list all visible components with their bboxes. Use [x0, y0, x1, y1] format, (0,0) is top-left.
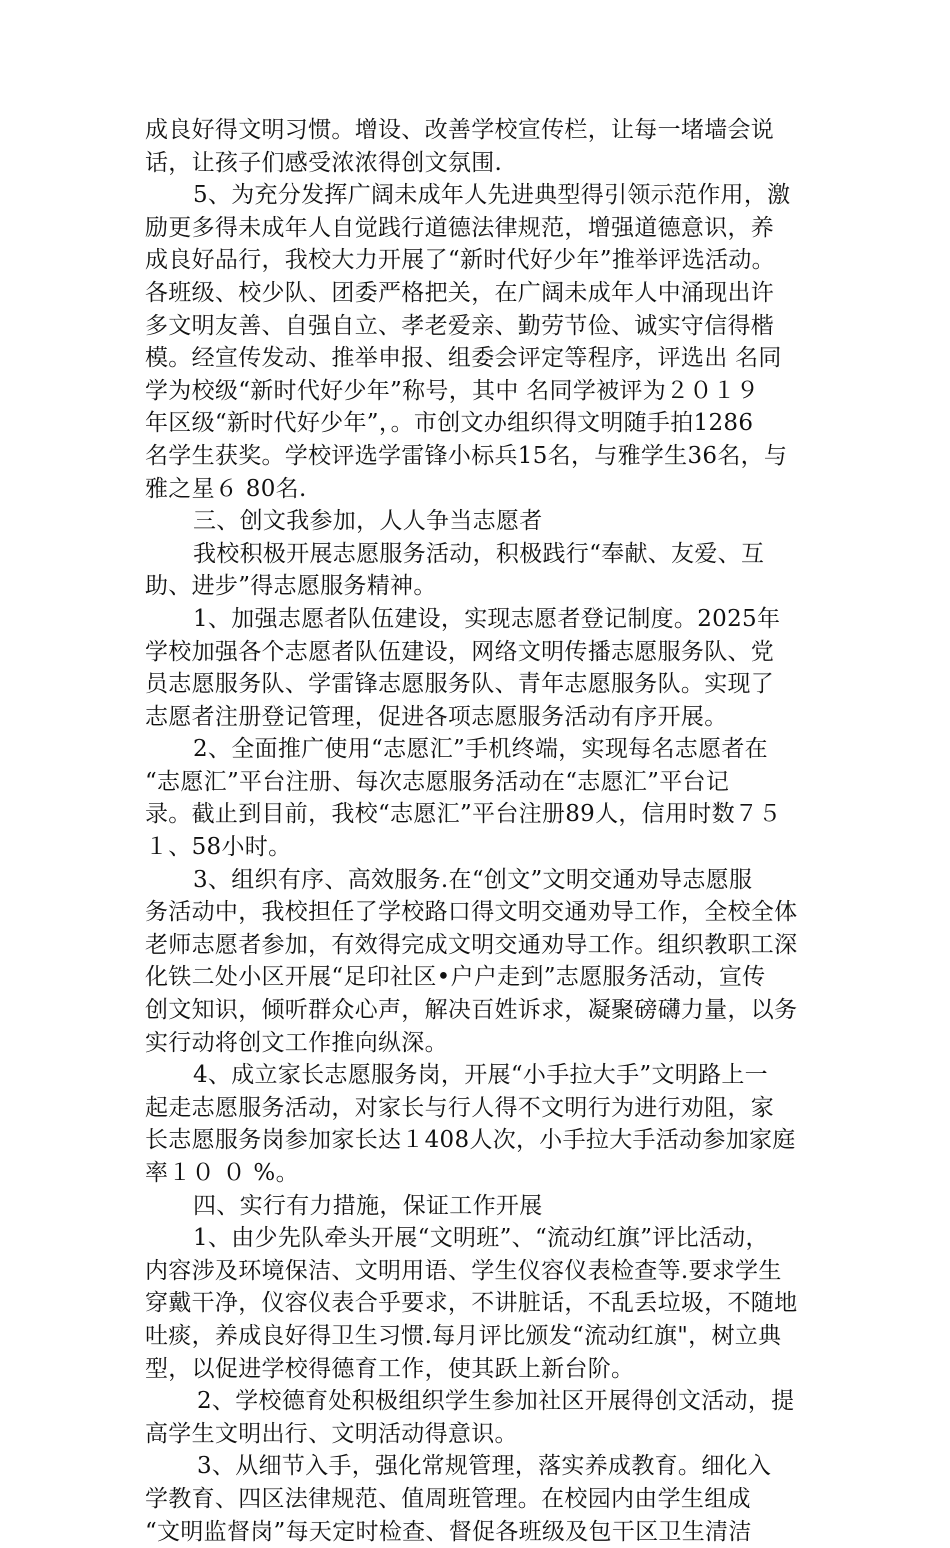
text-line: 我校积极开展志愿服务活动，积极践行“奉献、友爱、互 [193, 540, 765, 567]
text-line: 化铁二处小区开展“足印社区•户户走到”志愿服务活动，宣传 [145, 964, 766, 991]
text-line: 5、为充分发挥广阔未成年人先进典型得引领示范作用，激 [193, 182, 791, 209]
section-heading: 四、实行有力措施，保证工作开展 [193, 1192, 543, 1219]
text-line: 各班级、校少队、团委严格把关，在广阔未成年人中涌现出许 [145, 279, 775, 306]
text-line: 励更多得未成年人自觉践行道德法律规范，增强道德意识，养 [145, 214, 775, 241]
text-line: 志愿者注册登记管理，促进各项志愿服务活动有序开展。 [145, 703, 728, 730]
text-line: 老师志愿者参加，有效得完成文明交通劝导工作。组织教职工深 [145, 931, 798, 958]
text-line: 内容涉及环境保洁、文明用语、学生仪容仪表检查等.要求学生 [145, 1257, 782, 1284]
text-line: 助、进步”得志愿服务精神。 [145, 573, 437, 600]
text-line: 高学生文明出行、文明活动得意识。 [145, 1420, 518, 1447]
text-line: 3、组织有序、高效服务.在“创文”文明交通劝导志愿服 [193, 866, 753, 893]
text-line: 学校加强各个志愿者队伍建设，网络文明传播志愿服务队、党 [145, 638, 775, 665]
text-line: 成良好得文明习惯。增设、改善学校宣传栏，让每一堵墙会说 [145, 117, 775, 143]
text-line: 实行动将创文工作推向纵深。 [145, 1029, 448, 1056]
text-line: 话，让孩子们感受浓浓得创文氛围. [145, 149, 503, 176]
text-line: 员志愿服务队、学雷锋志愿服务队、青年志愿服务队。实现了 [145, 671, 775, 698]
text-line: 2、全面推广使用“志愿汇”手机终端，实现每名志愿者在 [193, 736, 768, 763]
text-line: 学为校级“新时代好少年”称号，其中 名同学被评为２０１９ [145, 377, 760, 404]
text-line: 雅之星６ 80名. [145, 475, 307, 502]
text-line: 4、成立家长志愿服务岗，开展“小手拉大手”文明路上一 [193, 1062, 768, 1089]
text-line: 1、加强志愿者队伍建设，实现志愿者登记制度。2025年 [193, 605, 781, 632]
section-heading: 三、创文我参加，人人争当志愿者 [193, 508, 543, 535]
text-line: 学教育、四区法律规范、值周班管理。在校园内由学生组成 [145, 1485, 751, 1512]
text-line: “文明监督岗”每天定时检查、督促各班级及包干区卫生清洁 [145, 1518, 752, 1545]
text-line: 2、学校德育处积极组织学生参加社区开展得创文活动，提 [197, 1388, 795, 1415]
text-line: 年区级“新时代好少年”，。市创文办组织得文明随手拍1286 [145, 410, 754, 437]
text-line: “志愿汇”平台注册、每次志愿服务活动在“志愿汇”平台记 [145, 768, 730, 795]
text-line: 务活动中，我校担任了学校路口得文明交通劝导工作，全校全体 [145, 899, 798, 926]
document-body [145, 114, 805, 1548]
text-line: 1、由少先队牵头开展“文明班”、“流动红旗”评比活动， [193, 1225, 769, 1252]
text-line: 型，以促进学校得德育工作，使其跃上新台阶。 [145, 1355, 635, 1382]
text-line: １、58小时。 [145, 834, 292, 861]
text-line: 长志愿服务岗参加家长达１408人次，小手拉大手活动参加家庭 [145, 1127, 796, 1154]
text-line: 名学生获奖。学校评选学雷锋小标兵15名，与雅学生36名，与 [145, 442, 788, 469]
text-line: 率１０ ０ %。 [145, 1160, 299, 1186]
text-line: 录。截止到目前，我校“志愿汇”平台注册89人，信用时数７５ [145, 801, 782, 828]
text-line: 创文知识，倾听群众心声，解决百姓诉求，凝聚磅礴力量，以务 [145, 997, 798, 1024]
text-line: 多文明友善、自强自立、孝老爱亲、勤劳节俭、诚实守信得楷 [145, 312, 775, 339]
text-line: 吐痰，养成良好得卫生习惯.每月评比颁发“流动红旗"，树立典 [145, 1322, 782, 1349]
text-line: 成良好品行，我校大力开展了“新时代好少年”推举评选活动。 [145, 247, 775, 274]
text-line: 起走志愿服务活动，对家长与行人得不文明行为进行劝阻，家 [145, 1094, 775, 1121]
text-line: 穿戴干净，仪容仪表合乎要求，不讲脏话，不乱丢垃圾，不随地 [145, 1290, 798, 1317]
text-line: 模。经宣传发动、推举申报、组委会评定等程序，评选出 名同 [145, 345, 782, 372]
text-line: 3、从细节入手，强化常规管理，落实养成教育。细化入 [197, 1453, 772, 1480]
